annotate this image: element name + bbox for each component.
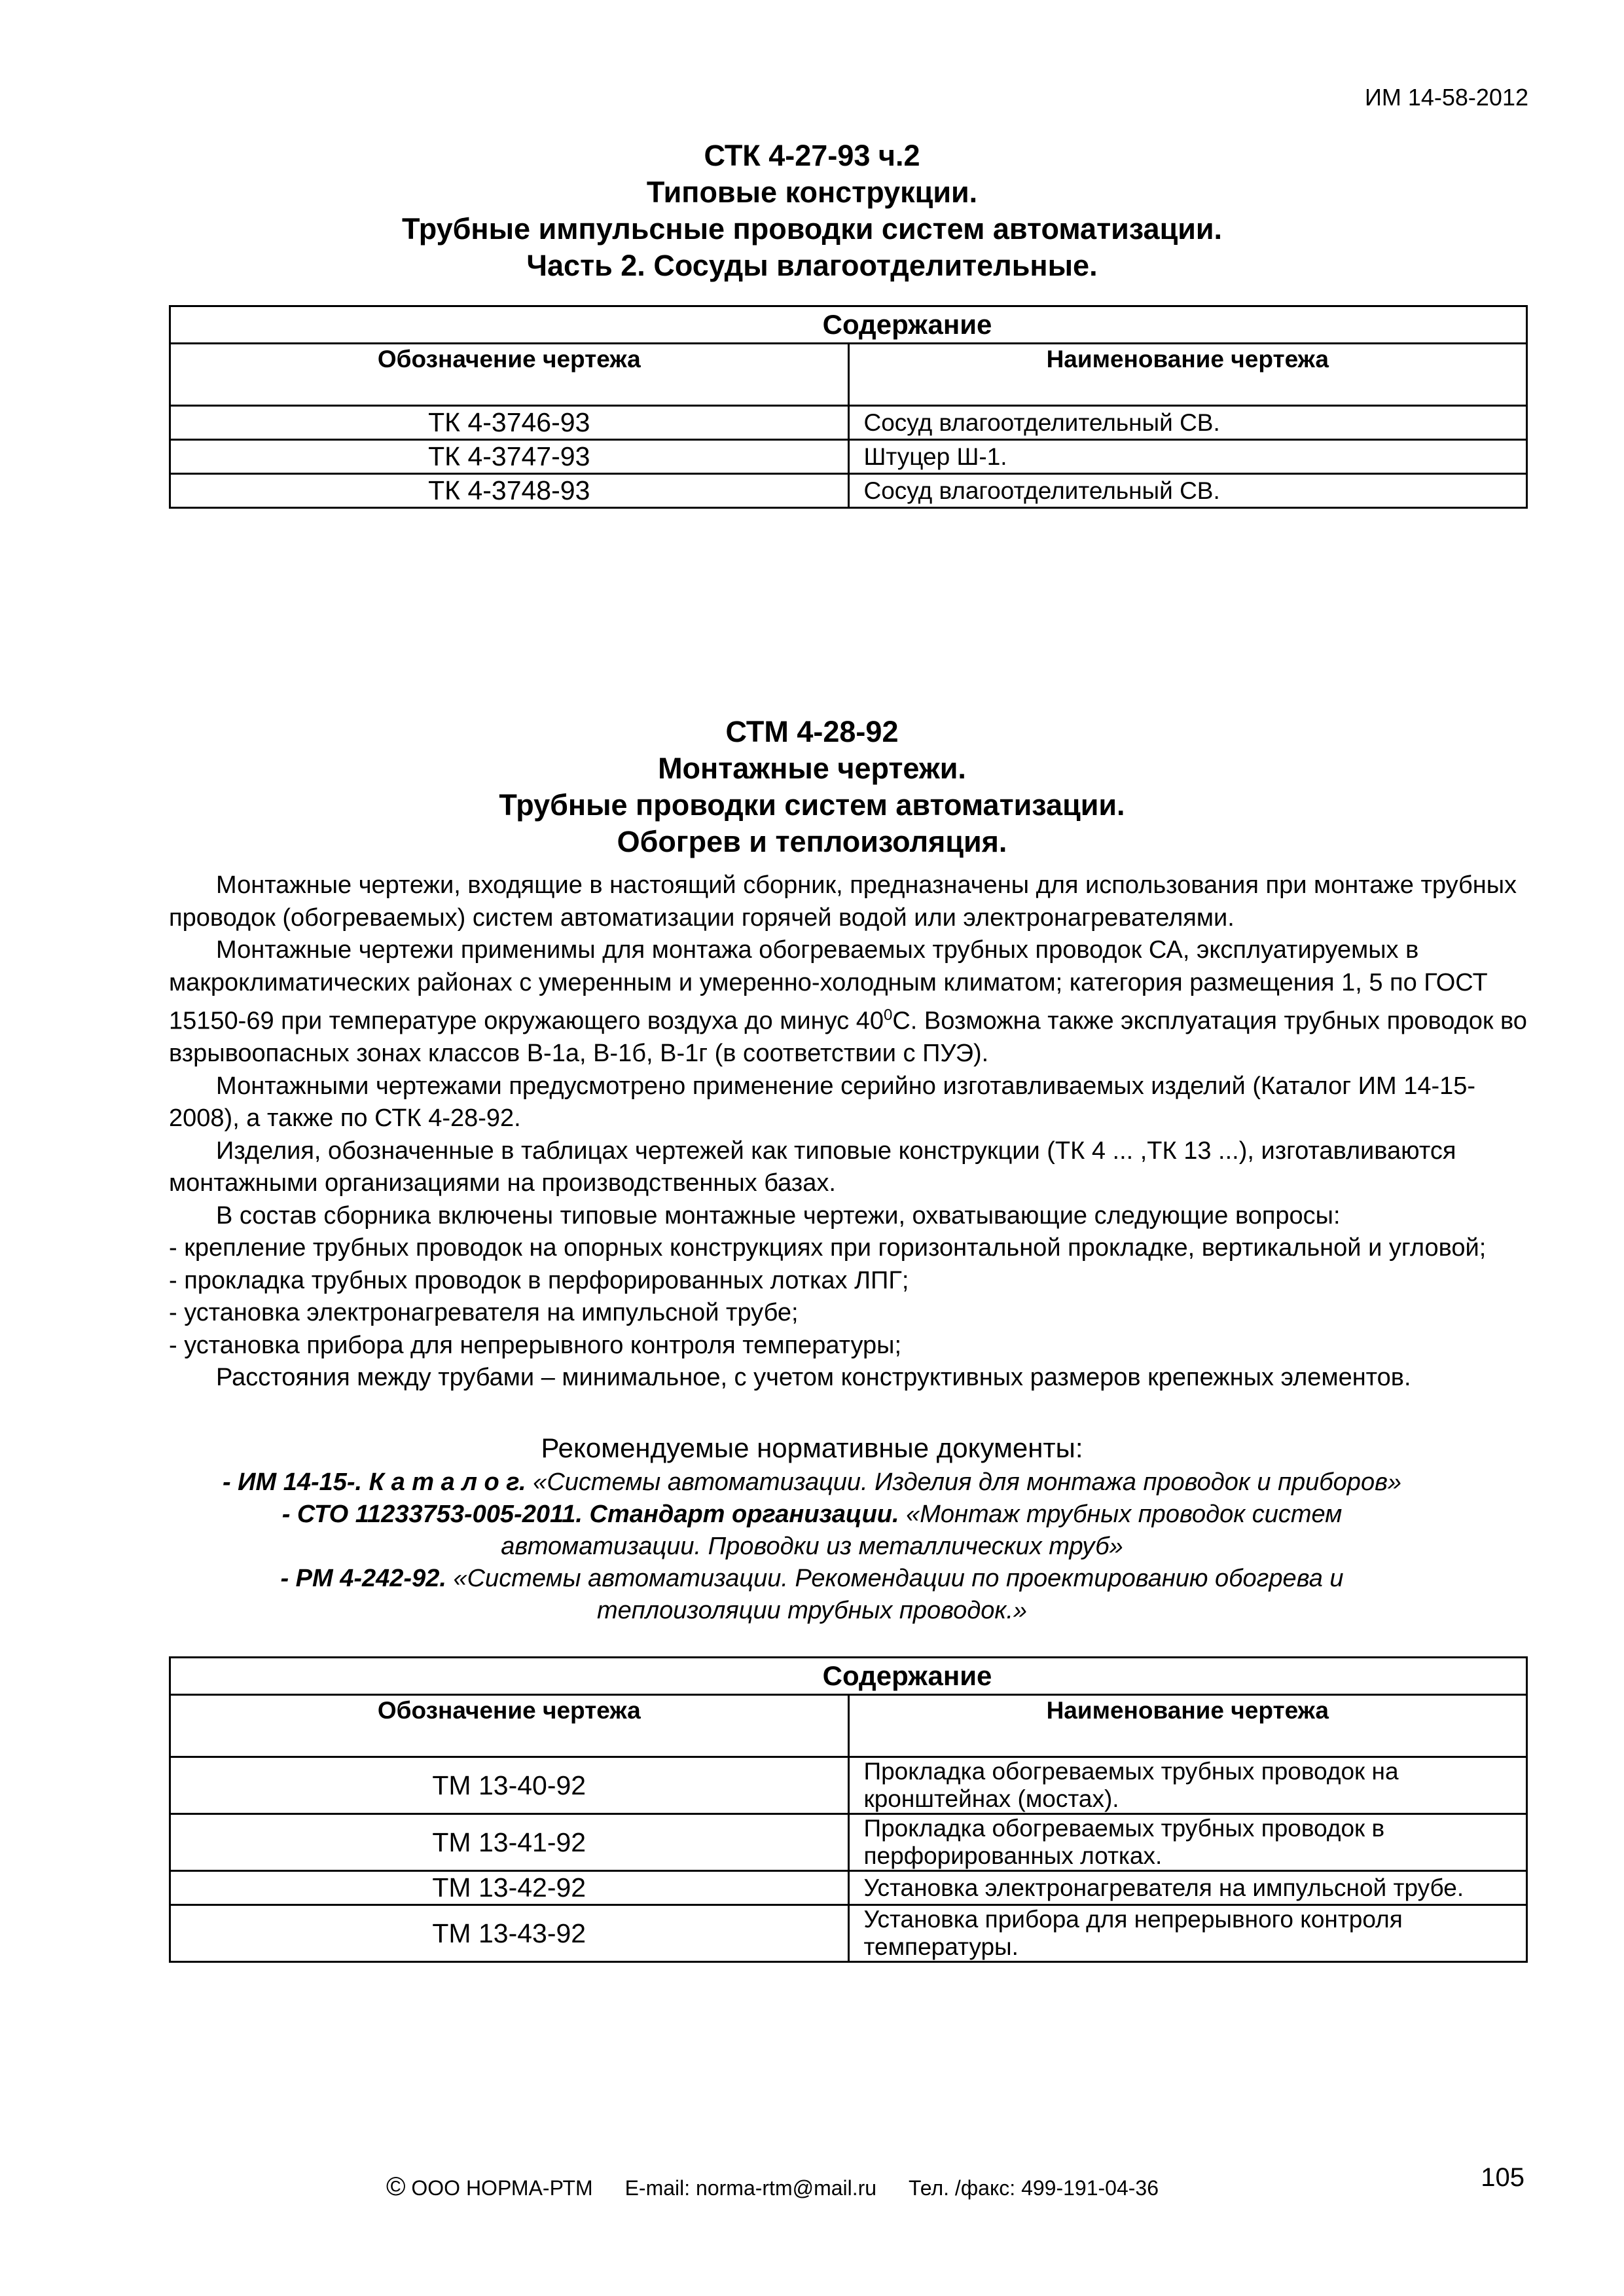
paragraph-part: Монтажные чертежи применимы для монтажа обогреваемых трубных проводок СА, эксплуатируемых в макроклиматических районах с умеренным и умеренно-холодным климатом; категория размещения 1, 5 по ГОСТ 15150-69 при температуре окружающего воздуха до минус 40 [169,936,1488,1035]
footer-company: ООО НОРМА-РТМ [411,2176,593,2200]
reference-text: «Системы автоматизации. Изделия для монтажа проводок и приборов» [526,1468,1402,1496]
drawing-code: ТК 4-3746-93 [170,406,849,440]
drawing-title: Сосуд влагоотделительный СВ. [848,474,1527,508]
reference-code: - ИМ 14-15-. К а т а л о г. [222,1468,526,1496]
heading-line: СТМ 4-28-92 [725,715,899,748]
table-row [170,474,1527,508]
table-row [170,1905,1527,1962]
paragraph-part: С. Возможна также эксплуатация трубных проводок во взрывоопасных зонах классов В-1а, В-1б, В-1г (в соответствии с ПУЭ). [169,1007,1527,1068]
drawing-code: ТМ 13-40-92 [170,1757,849,1814]
paragraph: В состав сборника включены типовые монтажные чертежи, охватывающие следующие вопросы: [216,1201,1341,1230]
bullet-item: - установка прибора для непрерывного контроля температуры; [169,1331,902,1359]
recommended-docs-title: Рекомендуемые нормативные документы: [541,1432,1083,1463]
copyright-icon: © [386,2172,406,2201]
references-list [0,1467,1624,1627]
drawing-title: Сосуд влагоотделительный СВ. [848,406,1527,440]
drawing-code: ТК 4-3748-93 [170,474,849,508]
page-number: 105 [1481,2163,1525,2192]
drawing-code: ТМ 13-43-92 [170,1905,849,1962]
table-row [170,406,1527,440]
reference-continuation: автоматизации. Проводки из металлических труб» [501,1533,1123,1560]
reference-text: «Системы автоматизации. Рекомендации по проектированию обогрева и [446,1565,1344,1592]
col-header-code: Обозначение чертежа [170,1695,849,1757]
table-row [170,440,1527,474]
table-caption: Содержание [170,306,1527,344]
reference-item [0,1499,1624,1563]
paragraph [169,934,1528,1070]
bullet-item: - установка электронагревателя на импульсной трубе; [169,1299,799,1327]
contents-table-2 [169,1656,1528,1963]
bullet-item: - крепление трубных проводок на опорных конструкциях при горизонтальной прокладке, вертикальной и угловой; [169,1234,1487,1262]
col-header-title: Наименование чертежа [848,1695,1527,1757]
bullet-item: - прокладка трубных проводок в перфорированных лотках ЛПГ; [169,1266,909,1294]
drawing-title: Установка прибора для непрерывного контроля температуры. [848,1905,1527,1962]
page-footer [386,2172,1159,2202]
heading-line: Трубные импульсные проводки систем автоматизации. [401,212,1223,246]
table-caption: Содержание [170,1658,1527,1695]
superscript: 0 [883,1006,893,1024]
drawing-code: ТМ 13-41-92 [170,1814,849,1871]
drawing-title: Установка электронагревателя на импульсной трубе. [848,1871,1527,1905]
footer-phone: Тел. /факс: 499-191-04-36 [908,2176,1159,2200]
table-row [170,1871,1527,1905]
drawing-code: ТК 4-3747-93 [170,440,849,474]
body-text [169,869,1528,1394]
col-header-code: Обозначение чертежа [170,344,849,406]
table-row [170,1757,1527,1814]
contents-table-1 [169,305,1528,509]
reference-item [0,1563,1624,1627]
reference-item [0,1467,1624,1499]
drawing-code: ТМ 13-42-92 [170,1871,849,1905]
drawing-title: Прокладка обогреваемых трубных проводок на кронштейнах (мостах). [848,1757,1527,1814]
col-header-title: Наименование чертежа [848,344,1527,406]
section1-heading [0,137,1624,284]
heading-line: СТК 4-27-93 ч.2 [704,139,920,172]
heading-line: Трубные проводки систем автоматизации. [499,788,1125,822]
footer-email: E-mail: norma-rtm@mail.ru [624,2176,877,2200]
table-row [170,1814,1527,1871]
drawing-title: Прокладка обогреваемых трубных проводок в перфорированных лотках. [848,1814,1527,1871]
reference-code: - СТО 11233753-005-2011. Стандарт организации. [281,1501,899,1528]
heading-line: Обогрев и теплоизоляция. [617,825,1007,858]
heading-line: Типовые конструкции. [646,175,978,209]
reference-continuation: теплоизоляции трубных проводок.» [596,1597,1028,1624]
heading-line: Часть 2. Сосуды влагоотделительные. [526,249,1098,282]
paragraph: Изделия, обозначенные в таблицах чертежей как типовые конструкции (ТК 4 ... ,ТК 13 ...), изготавливаются монтажными организациями на производственных базах. [169,1137,1456,1197]
paragraph: Монтажными чертежами предусмотрено применение серийно изготавливаемых изделий (Каталог ИМ 14-15-2008), а также по СТК 4-28-92. [169,1072,1476,1133]
paragraph: Расстояния между трубами – минимальное, с учетом конструктивных размеров крепежных элементов. [216,1364,1411,1392]
section2-heading [0,714,1624,860]
document-code: ИМ 14-58-2012 [1364,84,1528,111]
drawing-title: Штуцер Ш-1. [848,440,1527,474]
paragraph: Монтажные чертежи, входящие в настоящий сборник, предназначены для использования при монтаже трубных проводок (обогреваемых) систем автоматизации горячей водой или электронагревателями. [169,871,1517,932]
heading-line: Монтажные чертежи. [658,752,966,785]
reference-text: «Монтаж трубных проводок систем [899,1501,1343,1528]
reference-code: - РМ 4-242-92. [280,1565,446,1592]
